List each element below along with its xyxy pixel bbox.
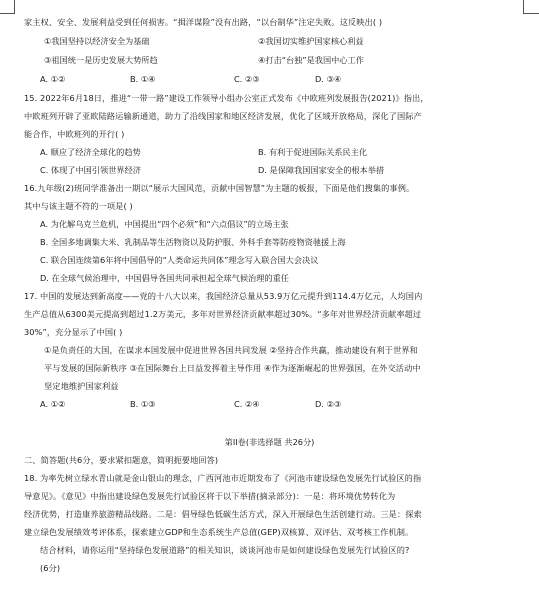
q18-points: (6分) <box>40 563 61 573</box>
q15-option-a: A. 顺应了经济全球化的趋势 <box>40 147 141 157</box>
q16-option-b: B. 全国多地调集大米、乳制品等生活物资以及防护服、外科手套等防疫物资驰援上海 <box>40 237 346 247</box>
q17-stem-line-1: 17. 中国的发展达到新高度——党的十八大以来，我国经济总量从53.9万亿元提升到114.4万亿元，人均国内 <box>24 291 423 301</box>
q16-stem-line-2: 其中与该主题不符的一项是( ) <box>24 201 133 211</box>
crop-mark-top-left-h <box>0 13 14 14</box>
q17-stem-line-3: 30%”，充分显示了中国( ) <box>24 327 123 337</box>
q15-stem-line-3: 能合作，中欧班列的开行( ) <box>24 129 125 139</box>
q17-statement-line-3: 坚定地维护国家利益 <box>44 381 119 391</box>
q14-choice-b: B. ①④ <box>130 74 156 84</box>
q14-choice-a: A. ①② <box>40 74 66 84</box>
q15-option-c: C. 体现了中国引领世界经济 <box>40 165 141 175</box>
part-two-heading: 二、简答题(共6分，要求紧扣题意，简明扼要地回答) <box>24 455 219 465</box>
q17-statement-line-2: 平与发展的国际新秩序 ③在国际舞台上日益发挥着主导作用 ④作为逐渐崛起的世界强国，在外交活动中 <box>44 363 421 373</box>
q14-option-2: ②我国切实维护国家核心利益 <box>258 36 364 46</box>
q16-option-d: D. 在全球气候治理中，中国倡导各国共同承担起全球气候治理的重任 <box>40 273 289 283</box>
crop-mark-top-right-h <box>524 13 539 14</box>
q18-stem-line-3: 经济优势，打造康养旅游精品线路。二是：倡导绿色低碳生活方式，深入开展绿色生活创建行动。三是：探索 <box>24 509 422 519</box>
q17-stem-line-2: 生产总值从6300美元提高到超过1.2万美元，多年对世界经济贡献率超过30%。“多年对世界经济贡献率超过 <box>24 309 422 319</box>
q17-choice-c: C. ②④ <box>234 399 260 409</box>
q18-stem-line-2: 导意见》。《意见》中指出建设绿色发展先行试验区将于以下举措(摘录部分)：一是：将环境优势转化为 <box>24 491 396 501</box>
q17-choice-b: B. ①③ <box>130 399 156 409</box>
q18-stem-line-1: 18. 为率先树立绿水青山就是金山银山的理念，广西河池市近期发布了《河池市建设绿色发展先行试验区的指 <box>24 473 422 483</box>
q14-choice-c: C. ②③ <box>234 74 260 84</box>
q14-stem-line: 家主权、安全、发展利益受到任何损害。“揖洋谋险”没有出路，“以台制华”注定失败。这反映出( ) <box>24 17 383 27</box>
crop-mark-top-left <box>14 0 15 14</box>
q14-option-3: ③祖国统一是历史发展大势所趋 <box>44 55 158 65</box>
crop-mark-top-right <box>523 0 524 14</box>
q18-question-line: 结合材料，请你运用“坚持绿色发展道路”的相关知识，谈谈河池市是如何建设绿色发展先行试验区的? <box>40 545 410 555</box>
q14-option-4: ④打击“台独”是我国中心工作 <box>258 55 364 65</box>
q14-option-1: ①我国坚持以经济安全为基础 <box>44 36 150 46</box>
q17-choice-d: D. ②③ <box>315 399 342 409</box>
q16-option-c: C. 联合国连续第6年将中国倡导的“人类命运共同体”理念写入联合国大会决议 <box>40 255 319 265</box>
part-two-title: 第II卷(非选择题 共26分) <box>224 437 315 447</box>
q15-option-b: B. 有利于促进国际关系民主化 <box>258 147 368 157</box>
q18-stem-line-4: 建立绿色发展绩效考评体系，探索建立GDP和生态系统生产总值(GEP)双核算、双评估、双考核工作机制。 <box>24 527 414 537</box>
q17-statement-line-1: ①是负责任的大国，在谋求本国发展中促进世界各国共同发展 ②坚持合作共赢，推动建设有利于世界和 <box>44 345 418 355</box>
q14-choice-d: D. ③④ <box>315 74 342 84</box>
q15-option-d: D. 是保障我国国家安全的根本举措 <box>258 165 385 175</box>
q16-stem-line-1: 16.九年级(2)班同学准备出一期以“展示大国风范，贡献中国智慧”为主题的板报，下面是他们搜集的事例。 <box>24 183 415 193</box>
q15-stem-line-1: 15. 2022年6月18日，推进“一带一路”建设工作领导小组办公室正式发布《中欧班列发展报告(2021)》指出， <box>24 93 429 103</box>
q17-choice-a: A. ①② <box>40 399 66 409</box>
q16-option-a: A. 为化解乌克兰危机，中国提出“四个必须”和“六点倡议”的立场主张 <box>40 219 289 229</box>
q15-stem-line-2: 中欧班列开辟了亚欧陆路运输新通道，助力了沿线国家和地区经济发展，优化了区域开放格局，深化了国际产 <box>24 111 422 121</box>
